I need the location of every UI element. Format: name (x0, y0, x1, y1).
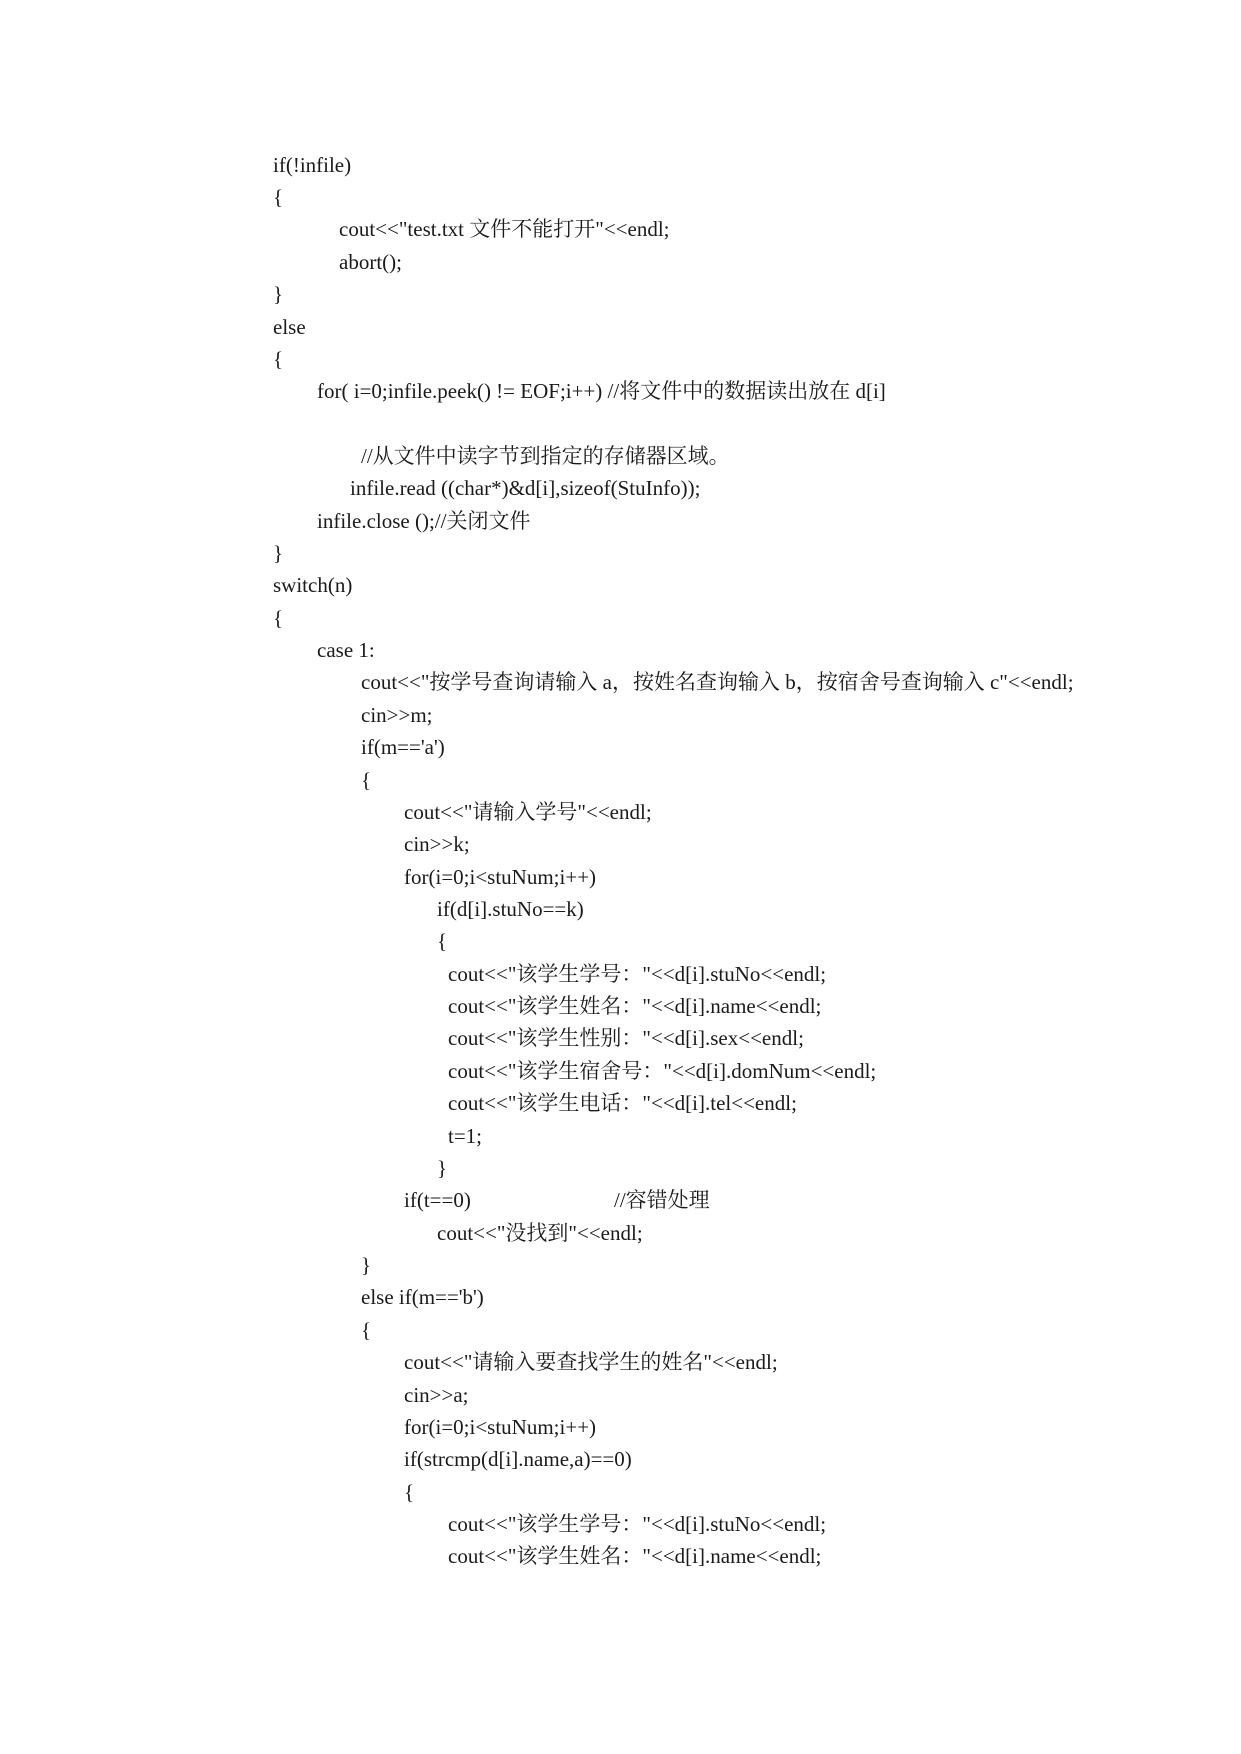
code-line: cout<<"该学生学号："<<d[i].stuNo<<endl; (448, 962, 827, 986)
code-line: cout<<"请输入学号"<<endl; (404, 800, 652, 824)
code-line: if(d[i].stuNo==k) (437, 897, 584, 921)
code-line: case 1: (317, 638, 375, 662)
code-line: cout<<"该学生姓名："<<d[i].name<<endl; (448, 1544, 822, 1568)
code-line: cin>>a; (404, 1383, 469, 1407)
code-line: { (273, 185, 284, 209)
code-line: cout<<"test.txt 文件不能打开"<<endl; (339, 217, 670, 241)
code-line: { (273, 606, 284, 630)
code-line: { (437, 929, 448, 953)
code-line: switch(n) (273, 573, 353, 597)
code-line: cin>>m; (361, 703, 433, 727)
code-line: for(i=0;i<stuNum;i++) (404, 865, 597, 889)
code-line: } (437, 1156, 448, 1180)
code-line: infile.close ();//关闭文件 (317, 509, 531, 533)
code-line: { (361, 1318, 372, 1342)
code-line: cout<<"该学生性别："<<d[i].sex<<endl; (448, 1026, 804, 1050)
code-line: if(strcmp(d[i].name,a)==0) (404, 1447, 632, 1471)
code-line: else if(m=='b') (361, 1285, 484, 1309)
code-line: t=1; (448, 1124, 483, 1148)
code-line: cout<<"该学生学号："<<d[i].stuNo<<endl; (448, 1512, 827, 1536)
code-line: abort(); (339, 250, 402, 274)
code-line: infile.read ((char*)&d[i],sizeof(StuInfo)); (350, 476, 701, 500)
code-line: { (273, 347, 284, 371)
code-line: cout<<"该学生宿舍号："<<d[i].domNum<<endl; (448, 1059, 877, 1083)
code-line: cin>>k; (404, 832, 470, 856)
code-line: else (273, 315, 306, 339)
code-line: for( i=0;infile.peek() != EOF;i++) //将文件中的数据读出放在 d[i] (317, 379, 886, 403)
code-line: cout<<"该学生电话："<<d[i].tel<<endl; (448, 1091, 797, 1115)
code-line: for(i=0;i<stuNum;i++) (404, 1415, 597, 1439)
code-line: if(!infile) (273, 153, 352, 177)
code-line: } (273, 541, 284, 565)
code-line: } (273, 282, 284, 306)
code-line: if(m=='a') (361, 735, 445, 759)
code-line: } (361, 1253, 372, 1277)
code-line: { (404, 1480, 415, 1504)
code-comment: //从文件中读字节到指定的存储器区域。 (361, 444, 730, 468)
code-line: cout<<"没找到"<<endl; (437, 1221, 643, 1245)
code-line: if(t==0) (404, 1188, 471, 1212)
code-line: cout<<"请输入要查找学生的姓名"<<endl; (404, 1350, 778, 1374)
code-line: cout<<"按学号查询请输入 a，按姓名查询输入 b，按宿舍号查询输入 c"<<endl; (361, 670, 1074, 694)
code-line: { (361, 768, 372, 792)
code-line: cout<<"该学生姓名："<<d[i].name<<endl; (448, 994, 822, 1018)
code-comment: //容错处理 (614, 1188, 710, 1212)
